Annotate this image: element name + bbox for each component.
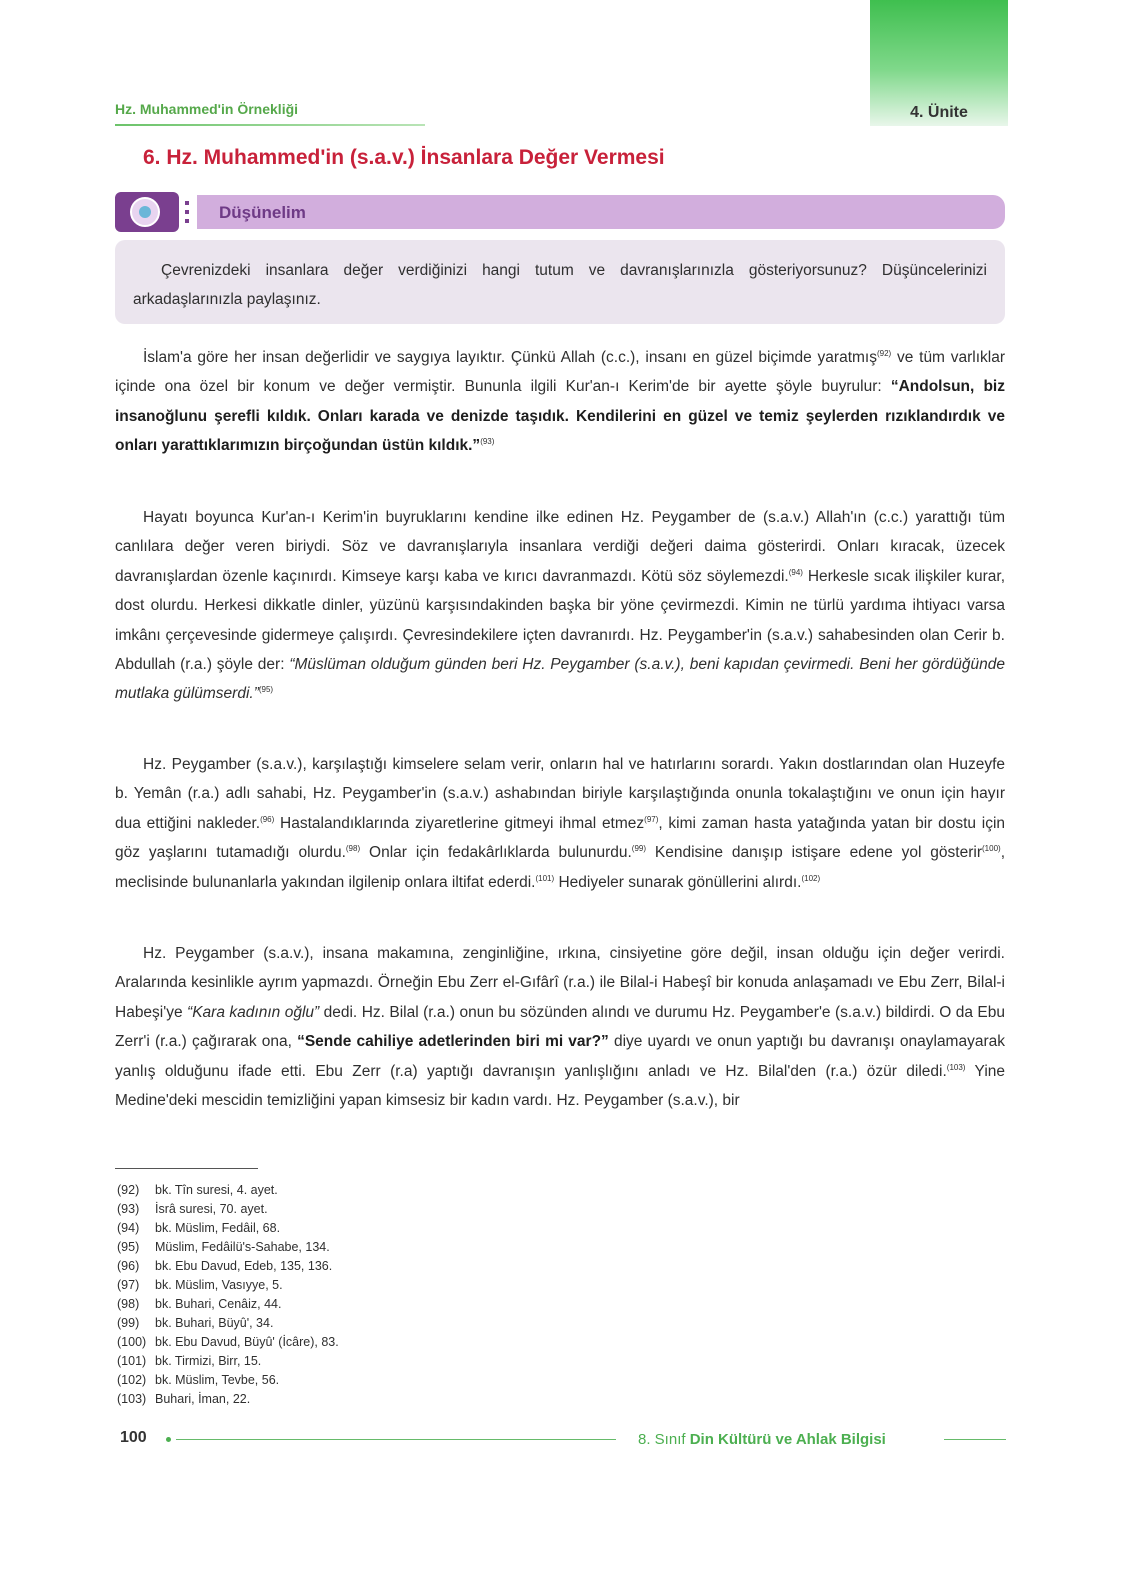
- footnote-text: Müslim, Fedâilü's-Sahabe, 134.: [155, 1240, 330, 1254]
- footnote: [117, 1200, 339, 1219]
- footnote-text: Buhari, İman, 22.: [155, 1392, 251, 1406]
- text: Hastalandıklarında ziyaretlerine gitmeyi ihmal etmez: [274, 814, 645, 832]
- footnote-text: bk. Müslim, Tevbe, 56.: [155, 1373, 280, 1387]
- think-question-box: [115, 240, 1005, 324]
- footnote-number: (93): [117, 1202, 140, 1216]
- hadith-quote: “Müslüman olduğum günden beri Hz. Peygamber (s.a.v.), beni kapıdan çevirmedi. Beni her gördüğünde mutlaka gülümserdi.”: [115, 656, 1006, 703]
- text: Hediyeler sunarak gönüllerini alırdı.: [554, 873, 802, 891]
- text: Kendisine danışıp istişare edene yol gösterir: [646, 844, 982, 862]
- footnote-ref: (97): [644, 814, 659, 824]
- footnote-ref: (96): [260, 814, 275, 824]
- page-number: 100: [120, 1429, 147, 1446]
- footnote-number: (94): [117, 1221, 140, 1235]
- footnote: [117, 1238, 339, 1257]
- footnote-number: (96): [117, 1259, 140, 1273]
- text: Yine Medine'deki mescidin temizliğini yapan kimsesiz bir kadın vardı. Hz. Peygamber (s.a.v.), bir: [115, 1062, 1006, 1110]
- footnote-text: bk. Tirmizi, Birr, 15.: [155, 1354, 262, 1368]
- paragraph-1: [115, 343, 1005, 461]
- footnote-ref: (95): [258, 685, 274, 695]
- think-label: Düşünelim: [219, 203, 306, 222]
- footnote-ref: (99): [631, 844, 647, 854]
- hadith-quote: “Sende cahiliye adetlerinden biri mi var?”: [297, 1033, 609, 1051]
- header-divider: [115, 124, 425, 126]
- footnote-ref: (92): [876, 348, 892, 358]
- footnote: [117, 1181, 339, 1200]
- paragraph-2: [115, 503, 1005, 709]
- footer-subject: Din Kültürü ve Ahlak Bilgisi: [689, 1431, 886, 1448]
- footnote-list: [117, 1181, 339, 1409]
- footnote-number: (95): [117, 1240, 140, 1254]
- footnote: [117, 1371, 339, 1390]
- text: , kimi zaman hasta yatağında yatan bir dostu için göz yaşlarını tutamadığı olurdu.: [115, 814, 1006, 862]
- footnote-text: bk. Ebu Davud, Edeb, 135, 136.: [155, 1259, 333, 1273]
- footnote-number: (99): [117, 1316, 140, 1330]
- footnote-text: bk. Müslim, Vasıyye, 5.: [155, 1278, 283, 1292]
- footnote: [117, 1352, 339, 1371]
- running-head: Hz. Muhammed'in Örnekliği: [115, 101, 299, 117]
- footnote-ref: (100): [982, 844, 1001, 854]
- footnote-ref: (102): [801, 873, 821, 883]
- footnote-number: (101): [117, 1354, 147, 1368]
- think-banner: [115, 192, 1005, 232]
- footnote-number: (92): [117, 1183, 140, 1197]
- banner-dots: [185, 201, 189, 223]
- section-title: 6. Hz. Muhammed'in (s.a.v.) İnsanlara Değer Vermesi: [143, 146, 665, 169]
- footnote-text: İsrâ suresi, 70. ayet.: [155, 1202, 268, 1216]
- footer-grade: 8. Sınıf: [638, 1431, 686, 1448]
- footnote-number: (97): [117, 1278, 140, 1292]
- text: Herkesle sıcak ilişkiler kurar, dost olurdu. Herkesi dikkatle dinler, yüzünü karşısındakinden başka bir yöne çevirmezdi. Kimin ne türlü yardıma ihtiyacı varsa imkânı çerçevesinde gidermeye çalışırdı. Çevresindekilere içten davranırdı. Hz. Peygamber'in (s.a.v.) sahabesinden olan Cerir b. Abdullah (r.a.) şöyle der:: [115, 567, 1006, 674]
- footnote: [117, 1219, 339, 1238]
- ayah-quote: “Andolsun, biz insanoğlunu şerefli kıldık. Onları karada ve denizde taşıdık. Kendilerini en güzel ve temiz şeylerden rızıklandırdık ve onları yarattıklarımızın birçoğundan üstün kıldık.”: [115, 378, 1005, 455]
- footnote-ref: (103): [946, 1062, 966, 1072]
- footnote-text: bk. Ebu Davud, Büyû' (İcâre), 83.: [155, 1335, 339, 1349]
- footnote-ref: (94): [788, 567, 803, 577]
- footnote-number: (98): [117, 1297, 140, 1311]
- footnote: [117, 1276, 339, 1295]
- text: ve tüm varlıklar içinde ona özel bir konum ve değer vermiştir. Bununla ilgili Kur'an-ı Kerim'de bir ayette şöyle buyrulur:: [115, 349, 1006, 396]
- footnote: [117, 1314, 339, 1333]
- footnote: [117, 1257, 339, 1276]
- footer-divider-left: [176, 1439, 616, 1440]
- footer-divider-right: [944, 1439, 1006, 1440]
- footnote-ref: (93): [480, 437, 495, 447]
- footnote-text: bk. Müslim, Fedâil, 68.: [155, 1221, 281, 1235]
- footer-dot: [166, 1437, 171, 1442]
- footnote-number: (103): [117, 1392, 147, 1406]
- footnote-number: (102): [117, 1373, 147, 1387]
- unit-tab: [870, 0, 1008, 126]
- text: dedi. Hz. Bilal (r.a.) onun bu sözünden alındı ve durumu Hz. Peygamber'e (s.a.v.) bildirdi. O da Ebu Zerr'i (r.a.) çağırarak ona,: [115, 1003, 1006, 1051]
- text: İslam'a göre her insan değerlidir ve saygıya layıktır. Çünkü Allah (c.c.), insanı en güzel biçimde yaratmış: [143, 349, 877, 366]
- footnote-number: (100): [117, 1335, 147, 1349]
- unit-label: 4. Ünite: [910, 104, 968, 121]
- footnote: [117, 1295, 339, 1314]
- paragraph-3: [115, 750, 1005, 897]
- think-question: Çevrenizdeki insanlara değer verdiğinizi hangi tutum ve davranışlarınızla gösteriyorsunuz? Düşüncelerinizi arkadaşlarınızla paylaşınız.: [133, 262, 987, 308]
- footnote-text: bk. Buhari, Cenâiz, 44.: [155, 1297, 282, 1311]
- footnote: [117, 1333, 339, 1352]
- footnote-divider: [115, 1168, 258, 1169]
- text: Hayatı boyunca Kur'an-ı Kerim'in buyruklarını kendine ilke edinen Hz. Peygamber de (s.a.v.) Allah'ın (c.c.) yarattığı tüm canlılara değer veren biriydi. Söz ve davranışlarıyla insanlara verdiği değeri daima gösterirdi. Onları kıracak, üzecek davranışlardan özenle kaçınırdı. Kimseye karşı kaba ve kırıcı davranmazdı. Kötü söz söylemezdi.: [115, 509, 1005, 585]
- paragraph-4: [115, 939, 1005, 1115]
- thinking-globe-icon: [115, 192, 179, 232]
- footnote-ref: (98): [345, 844, 361, 854]
- quote: “Kara kadının oğlu”: [187, 1003, 320, 1021]
- footnote-ref: (101): [535, 873, 555, 883]
- text: Hz. Peygamber (s.a.v.), karşılaştığı kimselere selam verir, onların hal ve hatırlarını sorardı. Yakın dostlarından olan Huzeyfe b. Yemân (r.a.) adlı sahabi, Hz. Peygamber'in (s.a.v.) ashabından biriyle karşılaştığında onunla tokalaştığını ve onun için hayır dua ettiğini nakleder.: [115, 756, 1005, 832]
- footnote-text: bk. Buhari, Büyû', 34.: [155, 1316, 274, 1330]
- footnote-text: bk. Tîn suresi, 4. ayet.: [155, 1183, 278, 1197]
- text: Hz. Peygamber (s.a.v.), insana makamına, zenginliğine, ırkına, cinsiyetine göre değil, insan olduğu için değer verirdi. Aralarında kesinlikle ayrım yapmazdı. Örneğin Ebu Zerr el-Gıfârî (r.a.) ile Bilal-i Habeşî bir konuda anlaşamadı ve Ebu Zerr, Bilal-i Habeşi'ye: [115, 945, 1005, 1021]
- text: Onlar için fedakârlıklarda bulunurdu.: [360, 844, 632, 862]
- text: , meclisinde bulunanlarla yakından ilgilenip onlara iltifat ederdi.: [115, 844, 1005, 891]
- footer-book-title: [638, 1431, 886, 1448]
- footnote: [117, 1390, 339, 1409]
- text: diye uyardı ve onun yaptığı bu davranışı onaylamayarak yanlış olduğunu ifade etti. Ebu Zerr (r.a) yaptığı davranışın yanlışlığını anladı ve Hz. Bilal'den (r.a.) özür diledi.: [115, 1033, 1005, 1080]
- think-label-band: [197, 195, 1005, 229]
